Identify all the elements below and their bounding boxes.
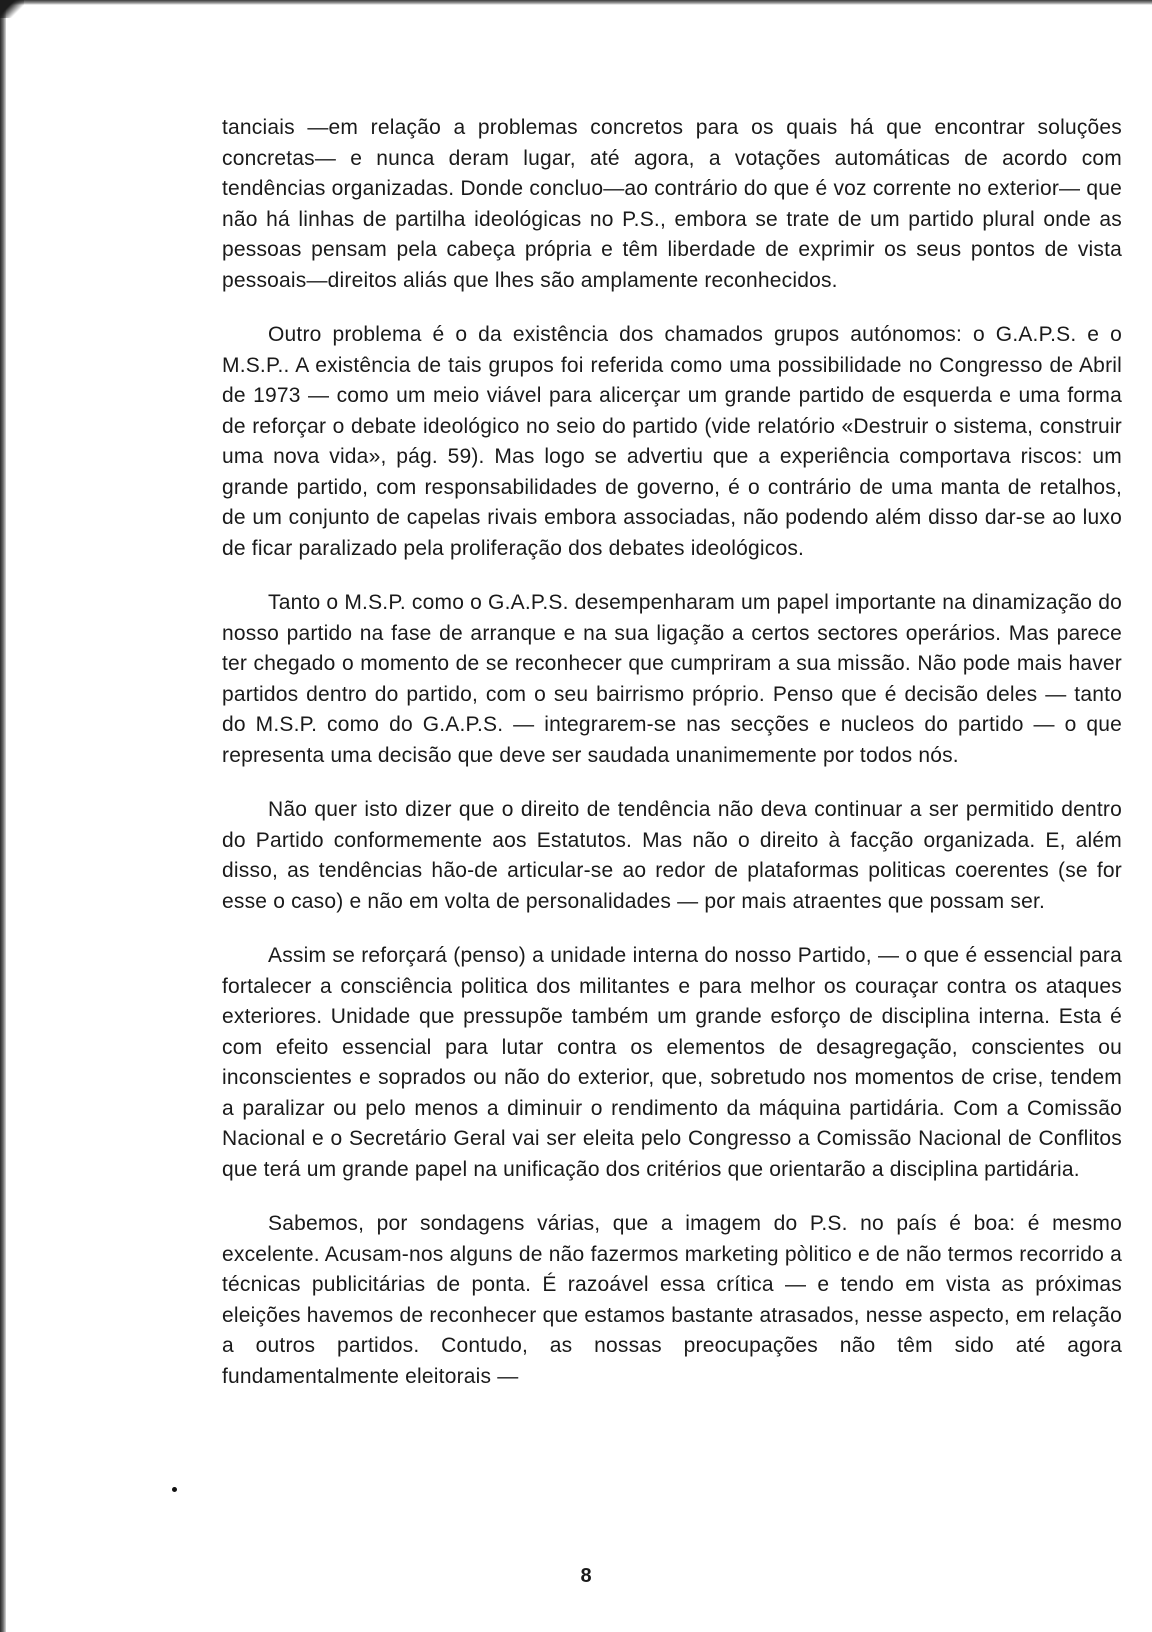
scanned-page-top-edge [0, 0, 1152, 5]
paragraph-tendency-right: Não quer isto dizer que o direito de tendência não deva continuar a ser permitido dentro do Partido conformemente aos Estatutos. Mas não o direito à facção organizada. E, além disso, as tendências hão-de articular-se ao redor de plataformas politicas coerentes (se for esse o caso) e não em volta de personalidades — por mais atraentes que possam ser. [222, 798, 1122, 913]
paragraph-continuation: tanciais —em relação a problemas concretos para os quais há que encontrar soluções concretas— e nunca deram lugar, até agora, a votações automáticas de acordo com tendências organizadas. Donde concluo—ao contrário do que é voz corrente no exterior— que não há linhas de partilha ideológicas no P.S., embora se trate de um partido plural onde as pessoas pensam pela cabeça própria e têm liberdade de exprimir os seus pontos de vista pessoais—direitos aliás que lhes são amplamente reconhecidos. [222, 116, 1122, 292]
paragraph-internal-unity: Assim se reforçará (penso) a unidade interna do nosso Partido, — o que é essencial para fortalecer a consciência politica dos militantes e para melhor os couraçar contra os ataques exteriores. Unidade que pressupõe também um grande esforço de disciplina interna. Esta é com efeito essencial para lutar contra os elementos de desagregação, conscientes ou inconscientes e soprados ou não do exterior, que, sobretudo nos momentos de crise, tendem a paralizar ou pelo menos a diminuir o rendimento da máquina partidária. Com a Comissão Nacional e o Secretário Geral vai ser eleita pelo Congresso a Comissão Nacional de Conflitos que terá um grande papel na unificação dos critérios que orientarão a disciplina partidária. [222, 944, 1122, 1181]
scan-speck [172, 1487, 177, 1492]
page-number: 8 [580, 1565, 592, 1587]
scanned-page-left-edge [0, 0, 6, 1632]
scan-corner-mark [0, 0, 24, 18]
paragraph-msp-gaps: Tanto o M.S.P. como o G.A.P.S. desempenharam um papel importante na dinamização do nosso partido na fase de arranque e na sua ligação a certos sectores operários. Mas parece ter chegado o momento de se reconhecer que cumpriram a sua missão. Não pode mais haver partidos dentro do partido, com o seu bairrismo próprio. Penso que é decisão deles — tanto do M.S.P. como do G.A.P.S. — integrarem-se nas secções e nucleos do partido — o que representa uma decisão que deve ser saudada unanimemente por todos nós. [222, 591, 1122, 767]
paragraph-party-image: Sabemos, por sondagens várias, que a imagem do P.S. no país é boa: é mesmo excelente. Acusam-nos alguns de não fazermos marketing pòlitico e de não termos recorrido a técnicas publicitárias de ponta. É razoável essa crítica — e tendo em vista as próximas eleições havemos de reconhecer que estamos bastante atrasados, nesse aspecto, em relação a outros partidos. Contudo, as nossas preocupações não têm sido até agora fundamentalmente eleitorais — [222, 1212, 1122, 1388]
document-body [222, 113, 1122, 1416]
paragraph-autonomous-groups: Outro problema é o da existência dos chamados grupos autónomos: o G.A.P.S. e o M.S.P.. A existência de tais grupos foi referida como uma possibilidade no Congresso de Abril de 1973 — como um meio viável para alicerçar um grande partido de esquerda e uma forma de reforçar o debate ideológico no seio do partido (vide relatório «Destruir o sistema, construir uma nova vida», pág. 59). Mas logo se advertiu que a experiência comportava riscos: um grande partido, com responsabilidades de governo, é o contrário de uma manta de retalhos, de um conjunto de capelas rivais embora associadas, não podendo além disso dar-se ao luxo de ficar paralizado pela proliferação dos debates ideológicos. [222, 323, 1122, 560]
